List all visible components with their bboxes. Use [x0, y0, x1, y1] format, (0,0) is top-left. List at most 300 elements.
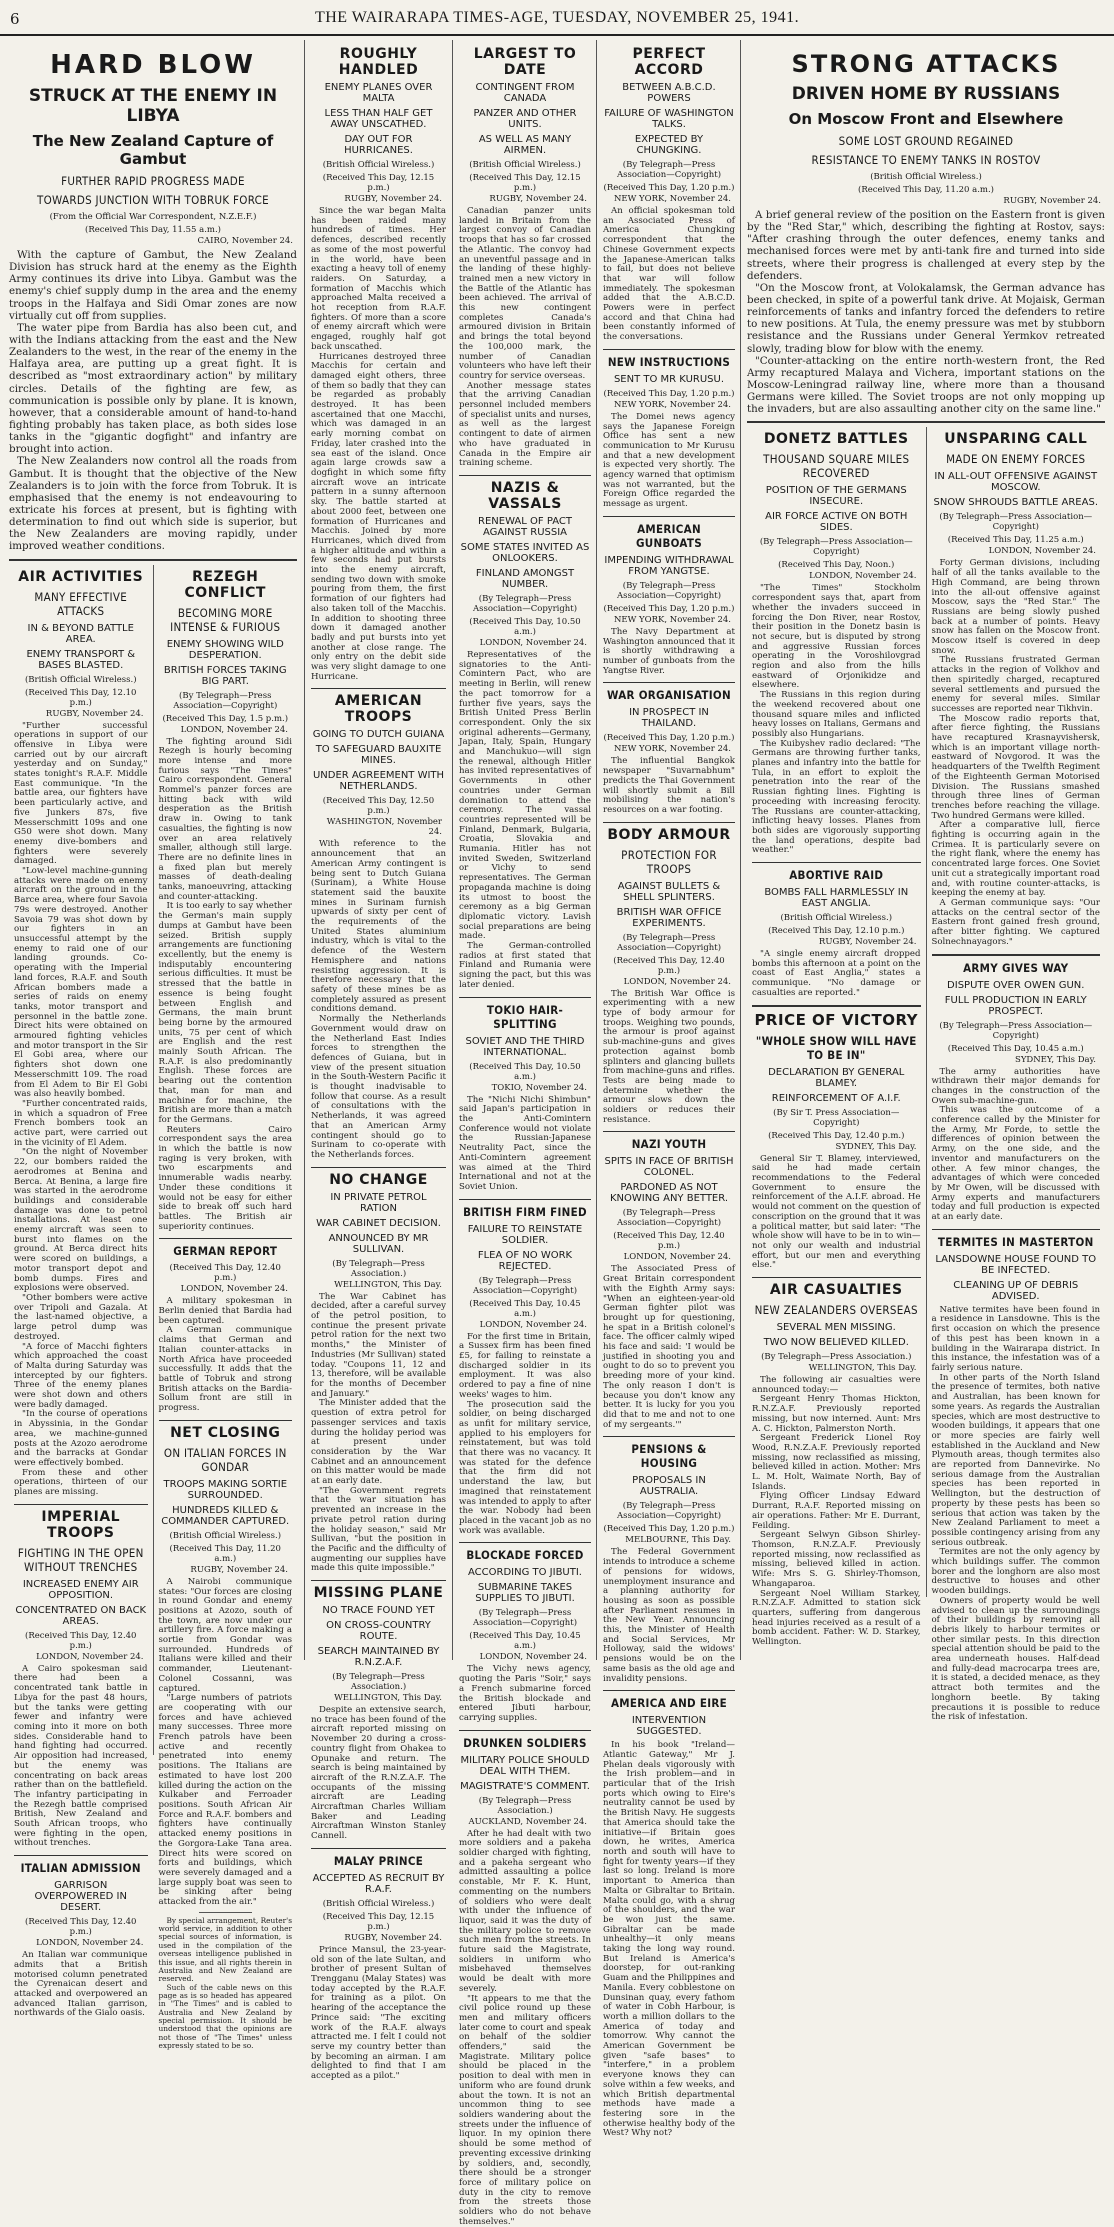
dateline: WELLINGTON, This Day. — [334, 1279, 442, 1290]
source-line: (British Official Wireless.) — [469, 160, 581, 170]
subheadline: UNDER AGREEMENT WITH NETHERLANDS. — [312, 770, 445, 793]
subheadline: AGAINST BULLETS & SHELL SPLINTERS. — [617, 880, 721, 903]
source-line: (By Telegraph—Press Association.) — [332, 1672, 425, 1693]
dateline: CAIRO, November 24. — [197, 236, 293, 246]
subheadline: TWO NOW BELIEVED KILLED. — [763, 1337, 909, 1349]
received-line: (Received This Day, 11.20 a.m.) — [169, 1543, 281, 1564]
article-perfect-accord — [603, 46, 735, 343]
subheadline: IN & BEYOND BATTLE AREA. — [27, 622, 134, 645]
article-drunken-soldiers — [459, 1736, 591, 2227]
headline: WAR ORGANISATION — [607, 688, 731, 703]
subheadline: BECOMING MORE INTENSE & FURIOUS — [170, 605, 281, 634]
headline: NAZI YOUTH — [631, 1137, 707, 1152]
column-rule — [740, 40, 741, 1660]
subheadline: SEARCH MAINTAINED BY R.N.Z.A.F. — [317, 1646, 440, 1669]
article-imperial-troops — [14, 1509, 148, 1849]
source-line: (By Telegraph—Press Association—Copyright) — [472, 593, 578, 614]
subheadline: STRUCK AT THE ENEMY IN LIBYA — [28, 86, 278, 126]
dateline: NEW YORK, November 24. — [613, 744, 731, 755]
paragraph: The Kuibyshev radio declared: "The Germans are throwing further tanks, planes and infantry into the battle for Tula, in an effort to exploit the penetration into the rear of the Russian fighting lines. Fighting is proceeding with increasing ferocity. The Russians are counter-attacking, inflicting heavy losses. Planes from both sides are vigorously supporting the land operations, despite bad weather." — [752, 738, 921, 856]
paragraph: The Associated Press of Great Britain correspondent with the Eighth Army says: "When an eighteen-year-old German fighter pilot was brought up for questioning, he spat in a British colonel's face. The officer calmly wiped his face and said: 'I would be justified in shooting you and ought to do so to prevent you breeding more of your kind. The only reason I don't is because you don't know any better. It is lucky for you you did that to me and not to one of my sergeants.'" — [603, 1264, 735, 1430]
article-hard-blow — [9, 50, 297, 553]
paragraph: After a comparative lull, fierce fighting is occurring again in the Crimea. It is particularly severe on the right flank, where the enemy has concentrated large forces. One Soviet unit cut a strategically important road and, with routine counter-attacks, is keeping the enemy at bay. — [931, 820, 1100, 899]
subheadline: MILITARY POLICE SHOULD DEAL WITH THEM. — [460, 1754, 590, 1777]
headline: UNSPARING CALL — [944, 431, 1088, 448]
subheadline: IN PROSPECT IN THAILAND. — [629, 707, 709, 730]
dateline: RUGBY, November 24. — [818, 937, 917, 948]
article-german-report — [159, 1244, 293, 1413]
paragraph: For the first time in Britain, a Sussex firm has been fined £5, for failing to reinstate a discharged soldier in its employment. It was also ordered to pay a fine of nine weeks' wages to him. — [459, 1331, 591, 1400]
paragraph: "Counter-attacking on the entire north-western front, the Red Army recaptured Malaya and Vichera, important stations on the Moscow-Leningrad railway line, where more than a thousand Germans were killed. The Soviet troops are not only mopping up the invaders, but are also assaulting another city on the same line." — [747, 354, 1105, 416]
subheadline: SPITS IN FACE OF BRITISH COLONEL. — [604, 1156, 734, 1179]
subheadline: ENEMY PLANES OVER MALTA — [324, 82, 433, 104]
dateline: RUGBY, November 24. — [344, 1932, 442, 1943]
subheadline: SOVIET AND THE THIRD INTERNATIONAL. — [465, 1035, 585, 1058]
article-tokio — [459, 1003, 591, 1193]
subheadline: ANNOUNCED BY MR SULLIVAN. — [328, 1232, 429, 1255]
article-missing-plane — [311, 1585, 446, 1842]
headline: AMERICAN GUNBOATS — [636, 521, 702, 550]
paragraph: "Further successful operations in support of our offensive in Libya were carried out by our aircraft yesterday and on Sunday," states tonight's R.A.F. Middle East communique. "In the battle area, our fighters have been particularly active, and five Junkers 87s, five Messerschmitt 109s and one G50 were shot down. Many enemy dive-bombers and fighters were severely damaged. — [14, 720, 148, 867]
received-line: (Received This Day, 1.20 p.m.) — [603, 1524, 735, 1535]
subheadline: MANY EFFECTIVE ATTACKS — [34, 589, 128, 618]
subheadline: PROTECTION FOR TROOPS — [621, 847, 717, 876]
column-3 — [454, 40, 596, 2227]
subheadline: RENEWAL OF PACT AGAINST RUSSIA — [478, 515, 572, 538]
paragraph: Native termites have been found in a residence in Lansdowne. This is the first occasion on which the presence of this pest has been known in a building in the Wairarapa district. In this instance, the infestation was of a fairly serious nature. — [931, 1304, 1100, 1373]
subheadline: "WHOLE SHOW WILL HAVE TO BE IN" — [755, 1033, 917, 1062]
article-abortive-raid — [752, 868, 921, 999]
dateline: WELLINGTON, This Day. — [334, 1693, 442, 1704]
paragraph: Since the war began Malta has been raided many hundreds of times. Her defences, described recently as some of the most powerful in the world, have been exacting a heavy toll of enemy raiders. On Saturday, a formation of Macchis which approached Malta received a hot reception from R.A.F. fighters. Of more than a score of enemy aircraft which were engaged, roughly half got back unscathed. — [311, 206, 446, 352]
paragraph: "Further concentrated raids, in which a squadron of Free French bombers took an active part, were carried out in the vicinity of El Adem. — [14, 1098, 148, 1148]
source-line: (By Telegraph—Press Association—Copyright) — [616, 1208, 722, 1229]
subheadline: AS WELL AS MANY AIRMEN. — [478, 134, 572, 156]
subheadline: TOWARDS JUNCTION WITH TOBRUK FORCE — [37, 193, 269, 207]
subheadline: AIR FORCE ACTIVE ON BOTH SIDES. — [765, 511, 908, 534]
headline: NET CLOSING — [170, 1424, 281, 1441]
subheadline: IN ALL-OUT OFFENSIVE AGAINST MOSCOW. — [934, 471, 1098, 494]
paragraph: Flying Officer Lindsay Edward Durrant, R.A.F. Reported missing on air operations. Father: Mr E. Durrant, Feilding. — [752, 1491, 921, 1531]
headline: AMERICA AND EIRE — [611, 1696, 727, 1711]
received-line: (Received This Day, 1.20 p.m.) — [603, 388, 735, 399]
paragraph: After he had dealt with two more soldiers and a pakeha soldier charged with fighting, and a pakeha sergeant who admitted assaulting a police constable, Mr F. K. Hunt, commenting on the numbers of soldiers who were dealt with under the influence of liquor, said it was the duty of the military police to remove such men from the streets. In future said the Magistrate, soldiers in uniform who misbehaved themselves would be dealt with more severely. — [459, 1828, 591, 1994]
column-rule — [596, 40, 597, 1660]
received-line: (Received This Day, 12.40 p.m.) — [768, 1130, 905, 1141]
headline: BODY ARMOUR — [607, 826, 731, 843]
article-strong-attacks — [747, 50, 1105, 415]
subheadline: FAILURE OF WASHINGTON TALKS. — [604, 108, 734, 130]
subheadline: SENT TO MR KURUSU. — [613, 373, 725, 385]
subheadline: BRITISH WAR OFFICE EXPERIMENTS. — [616, 906, 722, 929]
paragraph: Sergeant Noel William Starkey, R.N.Z.A.F. Admitted to station sick quarters, suffering from dangerous head injuries received as a result of a bomb accident. Father: W. D. Starkey, Wellington. — [752, 1588, 921, 1648]
source-line: (British Official Wireless.) — [322, 1898, 435, 1909]
subheadline: NEW ZEALANDERS OVERSEAS — [754, 1303, 918, 1318]
source-line: (By Telegraph—Press Association—Copyright) — [616, 580, 722, 601]
dateline: SYDNEY, This Day. — [835, 1141, 917, 1152]
column-1 — [4, 40, 302, 2051]
headline: TOKIO HAIR-SPLITTING — [486, 1002, 564, 1031]
received-line: (Received This Day, 12.40 p.m.) — [25, 1917, 137, 1938]
source-line: (By Telegraph—Press Association—Copyright) — [939, 512, 1093, 533]
received-line: (Received This Day, 12.10 p.m.) — [25, 687, 137, 708]
subheadline: DECLARATION BY GENERAL BLAMEY. — [768, 1066, 905, 1089]
paragraph: An official spokesman told an Associated Press of America Chungking correspondent that the Chinese Government expects the Japanese-American talks to fail, but does not believe that war will follow immediately. The spokesman added that the A.B.C.D. Powers were in perfect accord and that China had been constantly informed of the conversations. — [603, 206, 735, 343]
newspaper-title: THE WAIRARAPA TIMES-AGE, TUESDAY, NOVEMBER 25, 1941. — [314, 9, 800, 26]
article-price-of-victory — [752, 1011, 921, 1271]
dateline: TOKIO, November 24. — [491, 1082, 587, 1093]
subheadline: WAR CABINET DECISION. — [316, 1217, 441, 1229]
paragraph: Canadian panzer units landed in Britain from the largest convoy of Canadian troops that has so far crossed the Atlantic. The convoy had an uneventful passage and in the landing of these highly-trained men a new victory in the Battle of the Atlantic has been achieved. The arrival of this new contingent completes Canada's armoured division in Britain and brings the total beyond the 100,000 mark, the number of Canadian volunteers who have left their country for service overseas. — [459, 206, 591, 381]
subheadline: TROOPS MAKING SORTIE SURROUNDED. — [163, 1478, 288, 1501]
paragraph: Prince Mansul, the 23-year-old son of the late Sultan, and brother of present Sultan of Trengganu (Malay States) was today accepted by the R.A.F. for training as a pilot. On hearing of the acceptance the Prince said: "The exciting work of the R.A.F. always attracted me. I felt I could not serve my country better than by becoming an airman. I am delighted to find that I am accepted as a pilot." — [311, 1944, 446, 2082]
received-line: (Received This Day, 1.20 p.m.) — [603, 183, 735, 193]
received-line: (Received This Day, 12.40 p.m.) — [613, 955, 725, 976]
source-line: (By Telegraph—Press Association—Copyright) — [472, 1275, 578, 1296]
article-army-gives-way — [932, 961, 1101, 1223]
headline: TERMITES IN MASTERTON — [937, 1234, 1094, 1249]
received-line: (Received This Day, 12.10 p.m.) — [768, 926, 905, 937]
column-4 — [598, 40, 740, 2139]
article-blockade-forced — [459, 1548, 591, 1723]
article-termites-masterton — [932, 1235, 1101, 1723]
paragraph: A German communique claims that German and Italian counter-attacks in North Africa have proceeded successfully. It adds that the battle of Tobruk and strong British attacks on the Bardia-Sollum front are still in progress. — [158, 1325, 292, 1414]
subheadline: GOING TO DUTCH GUIANA — [312, 729, 445, 741]
received-line: (Received This Day, 12.40 p.m.) — [169, 1263, 281, 1284]
article-unsparing-call — [932, 431, 1101, 947]
subheadline: ACCEPTED AS RECRUIT BY R.A.F. — [312, 1872, 445, 1895]
article-largest-to-date — [459, 46, 591, 469]
subheadline: IMPENDING WITHDRAWAL FROM YANGTSE. — [604, 554, 734, 577]
dateline: LONDON, November 24. — [623, 976, 731, 987]
paragraph: Reuters Cairo correspondent says the area in which the battle is now raging is very broken, with two escarpments and innumerable wadis nearby. Under these conditions it would not be easy for either side to break off such hard battles. The British air superiority continues. — [158, 1124, 292, 1232]
article-malay-prince — [311, 1854, 446, 2082]
paragraph: "On the Moscow front, at Volokalamsk, the German advance has been checked, in spite of a powerful tank drive. At Mojaisk, German reinforcements of tanks and infantry forced the defenders to retire to new positions. At Tula, the enemy pressure was met by stubborn resistance and the Russians under General Yermkov retreated slowly, trading blow for blow with the enemy. — [747, 281, 1105, 355]
paragraph: The water pipe from Bardia has also been cut, and with the Indians attacking from the east and the New Zealanders to the west, in the rear of the enemy in the Halfaya area, are putting up a great fight. It is described as "most extraordinary action" by military circles. Details of the fighting are few, as communication is possible only by plane. It is known, however, that a considerable amount of hand-to-hand fighting probably has taken place, as both sides lose tanks in the "gigantic dogfight" and infantry are brought into action. — [9, 321, 297, 456]
article-new-instructions — [603, 355, 735, 510]
paragraph: Sergeant Henry Thomas Hickton, R.N.Z.A.F. Previously reported missing, but now interned. Aunt: Mrs A. C. Hickton, Palmerston North. — [752, 1394, 921, 1434]
dateline: LONDON, November 24. — [479, 1652, 587, 1663]
paragraph: Sergeant Frederick Lionel Roy Wood, R.N.Z.A.F. Previously reported missing, now reclassified as missing, believed killed in action. Mother: Mrs L. M. Holt, Waimate North, Bay of Islands. — [752, 1433, 921, 1492]
paragraph: General Sir T. Blamey, interviewed, said he had made certain recommendations to the Federal Government to ensure the reinforcement of the A.I.F. abroad. He would not comment on the question of conscription on the ground that it was a political matter, but said later: "The whole show will have to be in to win—not only our wealth and industrial effort, but our men and everything else." — [752, 1153, 921, 1271]
subheadline: INTERVENTION SUGGESTED. — [631, 1715, 707, 1738]
headline: PRICE OF VICTORY — [754, 1010, 919, 1029]
headline: AIR CASUALTIES — [769, 1282, 903, 1299]
subheadline: CLEANING UP OF DEBRIS ADVISED. — [953, 1279, 1079, 1302]
paragraph: "On the night of November 22, our bombers raided the aerodromes at Benina and Berca. At Benina, a large fire was started in the aerodrome buildings and considerable damage was done to petrol installations. At least one enemy aircraft was seen to burst into flames on the ground. At Berca direct hits were scored on buildings, a motor transport depot and bomb dumps. Fires and explosions were observed. — [14, 1147, 148, 1294]
subcolumn-right — [927, 427, 1106, 1723]
paragraph: Hurricanes destroyed three Macchis for certain and damaged eight others, three of them so badly that they can be regarded as probably destroyed. It has been ascertained that one Macchi, which was damaged in an early morning combat on Friday, later crashed into the sea east of the island. Once again large crowds saw a dogfight in which some fifty aircraft wove an intricate pattern in a sunny afternoon sky. The battle started at about 2000 feet, between one formation of Hurricanes and Macchis. Joined by more Hurricanes, which dived from a higher altitude and within a few seconds had put bursts into the enemy aircraft, sending two down with smoke pouring from them, the first formation of our fighters had also taken toll of the Macchis. In addition to shooting three down it damaged another badly and put bursts into yet another at close range. The only entry on the debit side was very slight damage to one Hurricane. — [311, 351, 446, 682]
dateline: RUGBY, November 24. — [344, 194, 442, 204]
dateline: LONDON, November 24. — [809, 571, 917, 582]
dateline: NEW YORK, November 24. — [613, 194, 731, 204]
dateline: RUGBY, November 24. — [489, 194, 587, 204]
paragraph: With the capture of Gambut, the New Zealand Division has struck hard at the enemy as the Eighth Army continues its drive into Libya. Gambut was the enemy's chief supply dump in the area and the enemy troops in the Halfaya and Sidi Omar zones are now virtually cut off from supplies. — [9, 249, 297, 322]
dateline: LONDON, November 24. — [180, 1284, 288, 1295]
received-line: (Received This Day, 1.20 p.m.) — [603, 733, 735, 744]
paragraph: Sergeant Selwyn Gibson Shirley-Thomson, R.N.Z.A.F. Previously reported missing, now reclassified as missing, believed killed in action. Wife: Mrs S. G. Shirley-Thomson, Whangaparoa. — [752, 1530, 921, 1589]
page-number: 6 — [10, 10, 20, 28]
article-air-casualties — [752, 1282, 921, 1648]
subheadline: CONTINGENT FROM CANADA — [475, 82, 575, 104]
source-line: (By Telegraph—Press Association—Copyright) — [759, 537, 913, 558]
notice: By special arrangement, Reuter's world service, in addition to other special sources of information, is used in the compilation of the overseas intelligence published in this issue, and all rights therein in Australia and New Zealand are reserved. — [158, 1915, 292, 1984]
paragraph: In his book "Ireland—Atlantic Gateway," Mr J. Phelan deals vigorously with the Irish problem—and in particular that of the Irish ports which owing to Eire's neutrality cannot be used by the British Navy. He suggests that America should take the initiative—if Britain goes down, he writes, America north and south will have to fight for twenty years—if they last so long. Ireland is more important to America than Malta or Gibraltar to Britain. Malta could go, with a shrug of the shoulders, and the war be won just the same. Gibraltar can be made unhealthy—it only means taking the long way round. But Ireland is America's doorstep, for out-ranking Guam and the Philippines and Manila. Every cobblestone on Dunsinan quay, every fathom of water in Cobh Harbour, is worth a million dollars to the America of today and tomorrow. Why cannot the American Government be given "safe bases" to "interfere," in a problem everyone knows they can solve within a few weeks, and which British departmental methods have made a festering sore in the otherwise healthy body of the West? Why not? — [603, 1740, 735, 2139]
source-line: (British Official Wireless.) — [322, 160, 435, 170]
paragraph: The fighting around Sidi Rezegh is hourly becoming more intense and more furious says "The Times" Cairo correspondent. General Rommel's panzer forces are hitting back with wild desperation as the British draw in. Owing to tank casualties, the fighting is now over an area relatively smaller, although still large. There are no definite lines in a fixed plan but merely masses of death-dealing tanks, manoeuvring, attacking and counter-attacking. — [158, 736, 292, 902]
article-rezegh-conflict — [159, 569, 293, 1233]
paragraph: The Moscow radio reports that, after fierce fighting, the Russians have recaptured Krasnayvishersk, which is an important village north-eastward of Novgorod. It was the headquarters of the Twelfth Regiment of the Eighteenth German Motorised Division. The Russians smashed through three lines of German trenches before reaching the village. Two hundred Germans were killed. — [931, 713, 1100, 821]
dateline: NEW YORK, November 24. — [613, 399, 731, 410]
headline: ABORTIVE RAID — [789, 868, 884, 883]
article-nazis-vassals — [459, 480, 591, 991]
article-war-organisation — [603, 688, 735, 815]
dateline: LONDON, November 24. — [479, 637, 587, 648]
paragraph: Termites are not the only agency by which buildings suffer. The common borer and the longhorn are also most destructive to houses and other wooden buildings. — [931, 1547, 1100, 1597]
subheadline: The New Zealand Capture of Gambut — [32, 132, 274, 168]
headline: AIR ACTIVITIES — [18, 568, 144, 585]
article-british-firm — [459, 1205, 591, 1537]
headline: NO CHANGE — [329, 1171, 428, 1188]
subheadline: FINLAND AMONGST NUMBER. — [475, 567, 575, 590]
received-line: (Received This Day, 12.15 p.m.) — [469, 173, 581, 193]
headline: NEW INSTRUCTIONS — [607, 354, 731, 369]
subheadline: SOME STATES INVITED AS ONLOOKERS. — [460, 541, 590, 564]
subheadline: FAILURE TO REINSTATE SOLDIER. — [467, 1223, 583, 1246]
paragraph: The prosecution said the soldier, on being discharged as unfit for military service, applied to his employers for reinstatement, but was told that there was no vacancy. It was stated for the defence that the firm did not understand the law, but imagined that reinstatement was intended to apply to after the war. Nobody had been placed in the vacant job as no work was available. — [459, 1399, 591, 1536]
source-line: (British Official Wireless.) — [169, 1530, 282, 1541]
subheadline: PANZER AND OTHER UNITS. — [473, 108, 577, 130]
received-line: (Received This Day, 10.50 a.m.) — [469, 616, 581, 637]
dateline: LONDON, November 24. — [623, 1252, 731, 1263]
paragraph: The "Nichi Nichi Shimbun" said Japan's participation in the Anti-Comintern Conference would not violate the Russian-Japanese Neutrality Pact, since the Anti-Comintern agreement was aimed at the Third International and not at the Soviet Union. — [459, 1094, 591, 1192]
subheadline: NO TRACE FOUND YET — [322, 1605, 435, 1617]
headline: GERMAN REPORT — [173, 1244, 278, 1259]
subcolumn-right — [154, 565, 298, 2051]
subheadline: BETWEEN A.B.C.D. POWERS — [622, 82, 716, 104]
received-line: (Received This Day, 12.15 p.m.) — [322, 1911, 435, 1932]
dateline: LONDON, November 24. — [988, 546, 1096, 557]
headline: DONETZ BATTLES — [763, 431, 909, 448]
paragraph: It is too early to say whether the German's main supply dumps at Gambut have been seized. British supply arrangements are functioning excellently, but the enemy is indisputably encountering serious difficulties. It must be stressed that the battle in essence is being fought between English and Germans, the main brunt being borne by the armoured units, 75 per cent of which are English and the rest mainly South African. The R.A.F. is also predominantly English. These forces are bearing out the contention that, man for man and machine for machine, the British are more than a match for the Germans. — [158, 901, 292, 1125]
subheadline: FLEA OF NO WORK REJECTED. — [477, 1249, 573, 1272]
paragraph: Forty German divisions, including half of all the tanks available to the High Command, are being thrown into the all-out offensive against Moscow, says the "Red Star." The Russians are being slowly pushed back at a number of points. Heavy snow has fallen on the Moscow front. Moscow itself is covered in deep snow. — [931, 558, 1100, 656]
headline: AMERICAN TROOPS — [334, 693, 423, 726]
paragraph: The German-controlled radios at first stated that Finland and Rumania were signing the pact, but this was later denied. — [459, 941, 591, 990]
paragraph: Owners of property would be well advised to clean up the surroundings of their buildings by removing all debris likely to harbour termites or other similar pests. In this direction special attention should be paid to the area underneath houses. Half-dead and fully-dead macrocarpa trees are, it is stated, a decided menace, as they attract both termites and the longhorn beetle. By taking precautions it is possible to reduce the risk of infestation. — [931, 1595, 1100, 1723]
subheadline: On Moscow Front and Elsewhere — [788, 110, 1064, 128]
subheadline: EXPECTED BY CHUNGKING. — [634, 134, 704, 156]
received-line: (Received This Day, Noon.) — [778, 560, 895, 571]
subheadline: FURTHER RAPID PROGRESS MADE — [61, 174, 245, 188]
headline: IMPERIAL TROOPS — [41, 1508, 121, 1541]
source-line: (By Telegraph—Press Association—Copyright) — [616, 160, 722, 180]
headline: BLOCKADE FORCED — [466, 1548, 584, 1563]
paragraph: "The Government regrets that the war situation has prevented an increase in the private petrol ration during the holiday season," said Mr Sullivan, "but the position in the Pacific and the difficulty of augmenting our supplies have made this quite impossible." — [311, 1485, 446, 1574]
paragraph: "In the course of operations in Abyssinia, in the Gondar area, we machine-gunned posts at the Azozo aerodrome and the barracks at Gondar were effectively bombed. — [14, 1409, 148, 1468]
received-line: (Received This Day, 1.5 p.m.) — [162, 713, 289, 724]
source-line: (By Telegraph—Press Association.) — [761, 1352, 912, 1363]
headline: BRITISH FIRM FINED — [463, 1204, 587, 1219]
article-body-armour — [603, 827, 735, 1126]
article-donetz-battles — [752, 431, 921, 856]
subheadline: IN PRIVATE PETROL RATION — [330, 1191, 427, 1214]
source-line: (By Sir T. Press Association—Copyright) — [773, 1107, 900, 1128]
received-line: (Received This Day, 10.45 a.m.) — [469, 1298, 581, 1319]
subheadline: LANSDOWNE HOUSE FOUND TO BE INFECTED. — [935, 1253, 1097, 1276]
dateline: WELLINGTON, This Day. — [808, 1363, 917, 1374]
dateline: AUCKLAND, November 24. — [468, 1816, 587, 1827]
paragraph: The Domei news agency says the Japanese Foreign Office has sent a new communication to Mr Kurusu and that a new development is expected very shortly. The agency warned that optimism was not warranted, but the Foreign Office regarded the message as urgent. — [603, 411, 735, 510]
subheadline: ENEMY SHOWING WILD DESPERATION. — [166, 638, 284, 661]
subheadline: LESS THAN HALF GET AWAY UNSCATHED. — [324, 108, 433, 130]
paragraph: A brief general review of the position on the Eastern front is given by the "Red Star," which, describing the fighting at Rostov, says: "After crashing through the outer defences, enemy tanks and mechanised forces were met by anti-tank fire and turned into side streets, where their progress is challenged at every step by the defenders. — [747, 209, 1105, 282]
article-italian-admission — [14, 1861, 148, 2019]
notice: Such of the cable news on this page as is so headed has appeared in "The Times" and is cabled to Australia and New Zealand by special permission. It should be understood that the opinions are not those of "The Times" unless expressly stated to be so. — [158, 1982, 292, 2051]
paragraph: The Minister added that the question of extra petrol for passenger services and taxis during the holiday period was at present under consideration by the War Cabinet and an announcement on this matter would be made at an early date. — [311, 1398, 446, 1487]
subheadline: MADE ON ENEMY FORCES — [946, 452, 1086, 467]
received-line: (Received This Day, 12.50 p.m.) — [322, 796, 435, 817]
subheadline: RESISTANCE TO ENEMY TANKS IN ROSTOV — [811, 153, 1041, 167]
subheadline: DAY OUT FOR HURRICANES. — [344, 134, 413, 156]
paragraph: The Russians frustrated German attacks in the region of Volkhov and then spiritedly charged, recaptured several settlements and pursued the enemy for several miles. Similar successes are reported near Tikhvin. — [931, 655, 1100, 714]
headline: MALAY PRINCE — [333, 1853, 424, 1868]
paragraph: Another message states that the arriving Canadian personnel included members of specialist units and nurses, as well as the largest contingent to date of airmen who have graduated in Canada in the Empire air training scheme. — [459, 380, 591, 469]
paragraph: A Nairobi communique states: "Our forces are closing in round Gondar and enemy positions at Azozo, south of the town, are now under our artillery fire. A force making a sortie from Gondar was surrounded. Hundreds of Italians were killed and their commander, Lieutenant-Colonel Cossanni, was captured. — [158, 1576, 292, 1694]
dateline: RUGBY, November 24. — [45, 708, 144, 719]
paragraph: From these and other operations, thirteen of our planes are missing. — [14, 1467, 148, 1498]
received-line: (Received This Day, 10.45 a.m.) — [947, 1043, 1084, 1054]
paragraph: "A single enemy aircraft dropped bombs this afternoon at a point on the coast of East Anglia," states a communique. "No damage or casualties are reported." — [752, 949, 921, 998]
article-air-activities — [14, 569, 148, 1498]
subheadline: HUNDREDS KILLED & COMMANDER CAPTURED. — [161, 1504, 290, 1527]
headline: PENSIONS & HOUSING — [631, 1442, 707, 1471]
subcolumn-left — [747, 427, 926, 1648]
received-line: (Received This Day, 11.20 a.m.) — [858, 185, 994, 195]
subheadline: SOME LOST GROUND REGAINED — [838, 134, 1014, 148]
subheadline: BRITISH FORCES TAKING BIG PART. — [163, 664, 287, 687]
dateline: LONDON, November 24. — [180, 724, 288, 735]
subheadline: FULL PRODUCTION IN EARLY PROSPECT. — [944, 994, 1087, 1017]
subheadline: ON CROSS-COUNTRY ROUTE. — [326, 1620, 431, 1643]
subheadline: SUBMARINE TAKES SUPPLIES TO JIBUTI. — [475, 1582, 575, 1605]
subheadline: REINFORCEMENT OF A.I.F. — [771, 1092, 901, 1104]
paragraph: "The Times" Stockholm correspondent says that, apart from whether the invaders succeed in forcing the Don River, near Rostov, their position in the Donetz basin is not secure, but is disputed by strong and aggressive Russian forces operating in the Voroshilovgrad region and also from the hills eastward of Orjonikidze and elsewhere. — [752, 583, 921, 691]
article-no-change — [311, 1172, 446, 1574]
subheadline: CONCENTRATED ON BACK AREAS. — [15, 1604, 147, 1627]
paragraph: A German communique says: "Our attacks on the central sector of the Eastern front gained fresh ground, after bitter fighting. We captured Solnechnayagors." — [931, 898, 1100, 947]
paragraph: A Cairo spokesman said there had been a concentrated tank battle in Libya for the past 48 hours, but the tanks were getting fewer and infantry were coming into it more on both sides. Considerable hand to hand fighting had occurred. Air opposition had increased, but the enemy was concentrating on back areas rather than on the battlefield. The infantry participating in the Rezegh battle comprised British, New Zealand and South African troops, who were fighting in the open, without trenches. — [14, 1663, 148, 1849]
paragraph: The War Cabinet has decided, after a careful survey of the petrol position, to continue the present private petrol ration for the next two months," the Minister of Industries (Mr Sullivan) stated today. "Coupons 11, 12 and 13, therefore, will be available for the months of December and January." — [311, 1291, 446, 1399]
subheadline: POSITION OF THE GERMANS INSECURE. — [765, 485, 907, 508]
paragraph: In other parts of the North Island the presence of termites, both native and Australian, has been known for some years. As regards the Australian species, which are most destructive to wooden buildings, it appears that one or more species are fairly well established in the Auckland and New Plymouth areas, though termites also are reported from Dannevirke. No serious damage from the Australian species has been reported in Wellington, but the destruction of property by these pests has been so serious that action was taken by the New Zealand Parliament to meet a possible contingency arising from any serious outbreak. — [931, 1372, 1100, 1548]
dateline: LONDON, November 24. — [36, 1938, 144, 1949]
subheadline: PARDONED AS NOT KNOWING ANY BETTER. — [609, 1182, 729, 1205]
headline: LARGEST TO DATE — [473, 46, 577, 78]
received-line: (Received This Day, 11.55 a.m.) — [85, 225, 221, 235]
subheadline: TO SAFEGUARD BAUXITE MINES. — [315, 744, 442, 767]
headline: NAZIS & VASSALS — [488, 479, 562, 512]
received-line: (Received This Day, 12.15 p.m.) — [322, 173, 435, 193]
masthead — [0, 0, 1114, 36]
received-line: (Received This Day, 10.50 a.m.) — [469, 1061, 581, 1082]
subheadline: DRIVEN HOME BY RUSSIANS — [791, 84, 1061, 104]
source-line: (By Telegraph—Press Association.) — [332, 1258, 425, 1279]
source-line: (From the Official War Correspondent, N.Z.E.F.) — [49, 212, 257, 222]
source-line: (By Telegraph—Press Association.) — [478, 1795, 572, 1816]
subheadline: ENEMY TRANSPORT & BASES BLASTED. — [26, 648, 136, 671]
source-line: (British Official Wireless.) — [780, 913, 893, 924]
source-line: (By Telegraph—Press Association—Copyright) — [472, 1608, 578, 1629]
paragraph: With reference to the announcement that an American Army contingent is being sent to Dutch Guiana (Surinam), a White House statement said the bauxite mines in Surinam furnish upwards of sixty per cent of the requirements of the United States aluminium industry, which is vital to the defence of the Western Hemisphere and nations resisting aggression. It is therefore necessary that the safety of these mines be as completely assured as present conditions demand. — [311, 839, 446, 1015]
subheadline: BOMBS FALL HARMLESSLY IN EAST ANGLIA. — [764, 887, 909, 910]
headline: STRONG ATTACKS — [791, 50, 1061, 78]
column-rule — [304, 40, 305, 1660]
received-line: (Received This Day, 11.25 a.m.) — [947, 535, 1084, 546]
received-line: (Received This Day, 12.40 p.m.) — [25, 1630, 137, 1651]
subheadline: PROPOSALS IN AUSTRALIA. — [632, 1475, 706, 1498]
paragraph: The following air casualties were announced today:— — [752, 1375, 921, 1395]
received-line: (Received This Day, 1.20 p.m.) — [603, 603, 735, 614]
paragraph: "Low-level machine-gunning attacks were made on enemy aircraft on the ground in the Barce area, where four Savoia 79s were destroyed. Another Savoia 79 was shot down by our fighters in an unsuccessful attempt by the enemy to raid one of our landing grounds. Co-operating with the Imperial land forces, R.A.F. and South African bombers made a series of raids on enemy tanks, motor transport and personnel in the battle zone. Direct hits were obtained on armoured fighting vehicles and motor transport in the Sir El Gobi area, where our fighters shot down one Messerschmitt 109. The road from El Adem to Bir El Gobi was also heavily bombed. — [14, 866, 148, 1100]
headline: PERFECT ACCORD — [632, 46, 706, 78]
paragraph: The Navy Department at Washington announced that it is shortly withdrawing a number of gunboats from the Yangtse River. — [603, 626, 735, 676]
paragraph: "It appears to me that the civil police round up these men and military officers later come to court and speak on behalf of the soldier offenders," said the Magistrate. Military police should be placed in the position to deal with men in uniform who are found drunk about the town. It is not an uncommon thing to see soldiers wandering about the streets under the influence of liquor. In my opinion there should be some method of preventing excessive drinking by soldiers, and, secondly, there should be a stronger force of military police on duty in the city to remove from the streets those soldiers who do not behave themselves." — [459, 1993, 591, 2227]
paragraph: "A force of Macchi fighters which approached the coast of Malta during Saturday was intercepted by our fighters. Three of the enemy planes were shot down and others were badly damaged. — [14, 1341, 148, 1410]
subheadline: THOUSAND SQUARE MILES RECOVERED — [763, 452, 910, 481]
headline: DRUNKEN SOLDIERS — [463, 1735, 587, 1750]
dateline: LONDON, November 24. — [36, 1651, 144, 1662]
dateline: SYDNEY, This Day. — [1015, 1054, 1096, 1065]
source-line: (By Telegraph—Press Association—Copyright) — [939, 1020, 1093, 1041]
article-roughly-handled — [311, 46, 446, 682]
source-line: (British Official Wireless.) — [870, 172, 982, 182]
dateline: LONDON, November 24. — [479, 1319, 587, 1330]
paragraph: The Federal Government intends to introduce a scheme of pensions for widows, unemployment insurance and a planning authority for housing as soon as possible after Parliament resumes in the New Year. Announcing this, the Minister of Health and Social Services, Mr Holloway, said the widows' pensions would be on the same basis as the old age and invalidity pensions. — [603, 1547, 735, 1684]
paragraph: The British War Office is experimenting with a new type of body armour for troops. Weighing two pounds, the armour is proof against sub-machine-guns and gives protection against bomb splinters and glancing bullets from machine-guns and rifles. Tests are being made to determine whether the armour slows down the soldiers or reduces their resistance. — [603, 988, 735, 1125]
paragraph: This was the outcome of a conference called by the Minister for the Army, Mr Forde, to settle the differences of opinion between the Army, on the one side, and the inventor and manufacturers on the other. A few minor changes, the advantages of which were conceded by Mr Owen, will be discussed with Army experts and manufacturers today and full production is expected at an early date. — [931, 1105, 1100, 1223]
subheadline: FIGHTING IN THE OPEN WITHOUT TRENCHES — [17, 1545, 144, 1574]
paragraph: The New Zealanders now control all the roads from Gambut. It is thought that the objective of the New Zealanders is to join with the force from Tobruk. It is emphasised that the enemy is not endeavouring to extricate his forces at present, but is fighting with determination to find out which side is superior, but the New Zealanders are moving rapidly, under improved weather conditions. — [9, 455, 297, 553]
source-line: (By Telegraph—Press Association—Copyright) — [616, 1501, 722, 1522]
paragraph: A military spokesman in Berlin denied that Bardia had been captured. — [158, 1296, 292, 1326]
paragraph: "Other bombers were active over Tripoli and Gazala. At the last-named objective, a large petrol dump was destroyed. — [14, 1293, 148, 1342]
headline: ARMY GIVES WAY — [963, 960, 1069, 975]
subheadline: SNOW SHROUDS BATTLE AREAS. — [933, 497, 1098, 509]
paragraph: Representatives of the signatories to the Anti-Comintern Pact, who are meeting in Berlin, will renew the pact tomorrow for a further five years, says the British United Press Berlin correspondent. Only the six original adherents—Germany, Japan, Italy, Spain, Hungary and Manchukuo—will sign the renewal, although Hitler has invited representatives of Governments in other countries under German domination to attend the ceremony. The vassal countries represented will be Finland, Denmark, Bulgaria, Croatia, Slovakia and Rumania. Hitler has not invited Sweden, Switzerland or Vichy to send representatives. The German propaganda machine is doing its utmost to boost the ceremony as a big German diplomatic victory. Lavish social preparations are being made. — [459, 649, 591, 942]
paragraph: The Russians in this region during the weekend recovered about one thousand square miles and inflicted heavy losses on Italians, Germans and possibly also Hungarians. — [752, 690, 921, 739]
article-pensions-housing — [603, 1442, 735, 1684]
subheadline: ON ITALIAN FORCES IN GONDAR — [163, 1445, 287, 1474]
headline: REZEGH CONFLICT — [184, 568, 266, 601]
headline: ITALIAN ADMISSION — [20, 1861, 141, 1876]
paragraph: Normally the Netherlands Government would draw on the Netherland East Indies forces to strengthen the defences of Guiana, but in view of the present situation in the South-Western Pacific it is thought inadvisable to follow that course. As a result of consultations with the Netherlands, it was agreed that an American Army contingent should go to Surinam to co-operate with the Netherlands forces. — [311, 1014, 446, 1160]
subheadline: ACCORDING TO JIBUTI. — [468, 1567, 582, 1579]
paragraph: Despite an extensive search, no trace has been found of the aircraft reported missing on November 20 during a cross-country flight from Ohakea to Opunake and return. The search is being maintained by aircraft of the R.N.Z.A.F. The occupants of the missing aircraft are Leading Aircraftman Charles William Baker and Leading Aircraftman Winston Stanley Cannell. — [311, 1705, 446, 1842]
headline: MISSING PLANE — [313, 1585, 444, 1602]
source-line: (By Telegraph—Press Association—Copyright) — [173, 690, 278, 711]
dateline: RUGBY, November 24. — [1003, 196, 1101, 206]
subheadline: DISPUTE OVER OWEN GUN. — [947, 979, 1085, 991]
received-line: (Received This Day, 12.40 p.m.) — [613, 1231, 725, 1252]
dateline: NEW YORK, November 24. — [613, 614, 731, 625]
paragraph: The army authorities have withdrawn their major demands for changes in the construction of the Owen sub-machine-gun. — [931, 1066, 1100, 1106]
dateline: WASHINGTON, November 24. — [326, 817, 442, 838]
paragraph: The Vichy news agency, quoting the Paris "Soir," says a French submarine forced the British blockade and entered Jibuti harbour, carrying supplies. — [459, 1664, 591, 1723]
paragraph: "Large numbers of patriots are cooperating with our forces and have achieved many successes. Three more French patrols have been active and recently penetrated into enemy positions. The Italians are estimated to have lost 200 killed during the action on the Kulkaber and Ferroader positions. South African Air Force and R.A.F. bombers and fighters have continually attacked enemy positions in the Gorgora-Lake Tana area. Direct hits were scored on forts and buildings, which were severely damaged and a large supply boat was seen to be sinking after being attacked from the air." — [158, 1693, 292, 1908]
paragraph: The influential Bangkok newspaper "Suvarnabhum" predicts the Thai Government will shortly submit a Bill mobilising the nation's resources on a war footing. — [603, 756, 735, 815]
column-2 — [306, 40, 451, 2082]
